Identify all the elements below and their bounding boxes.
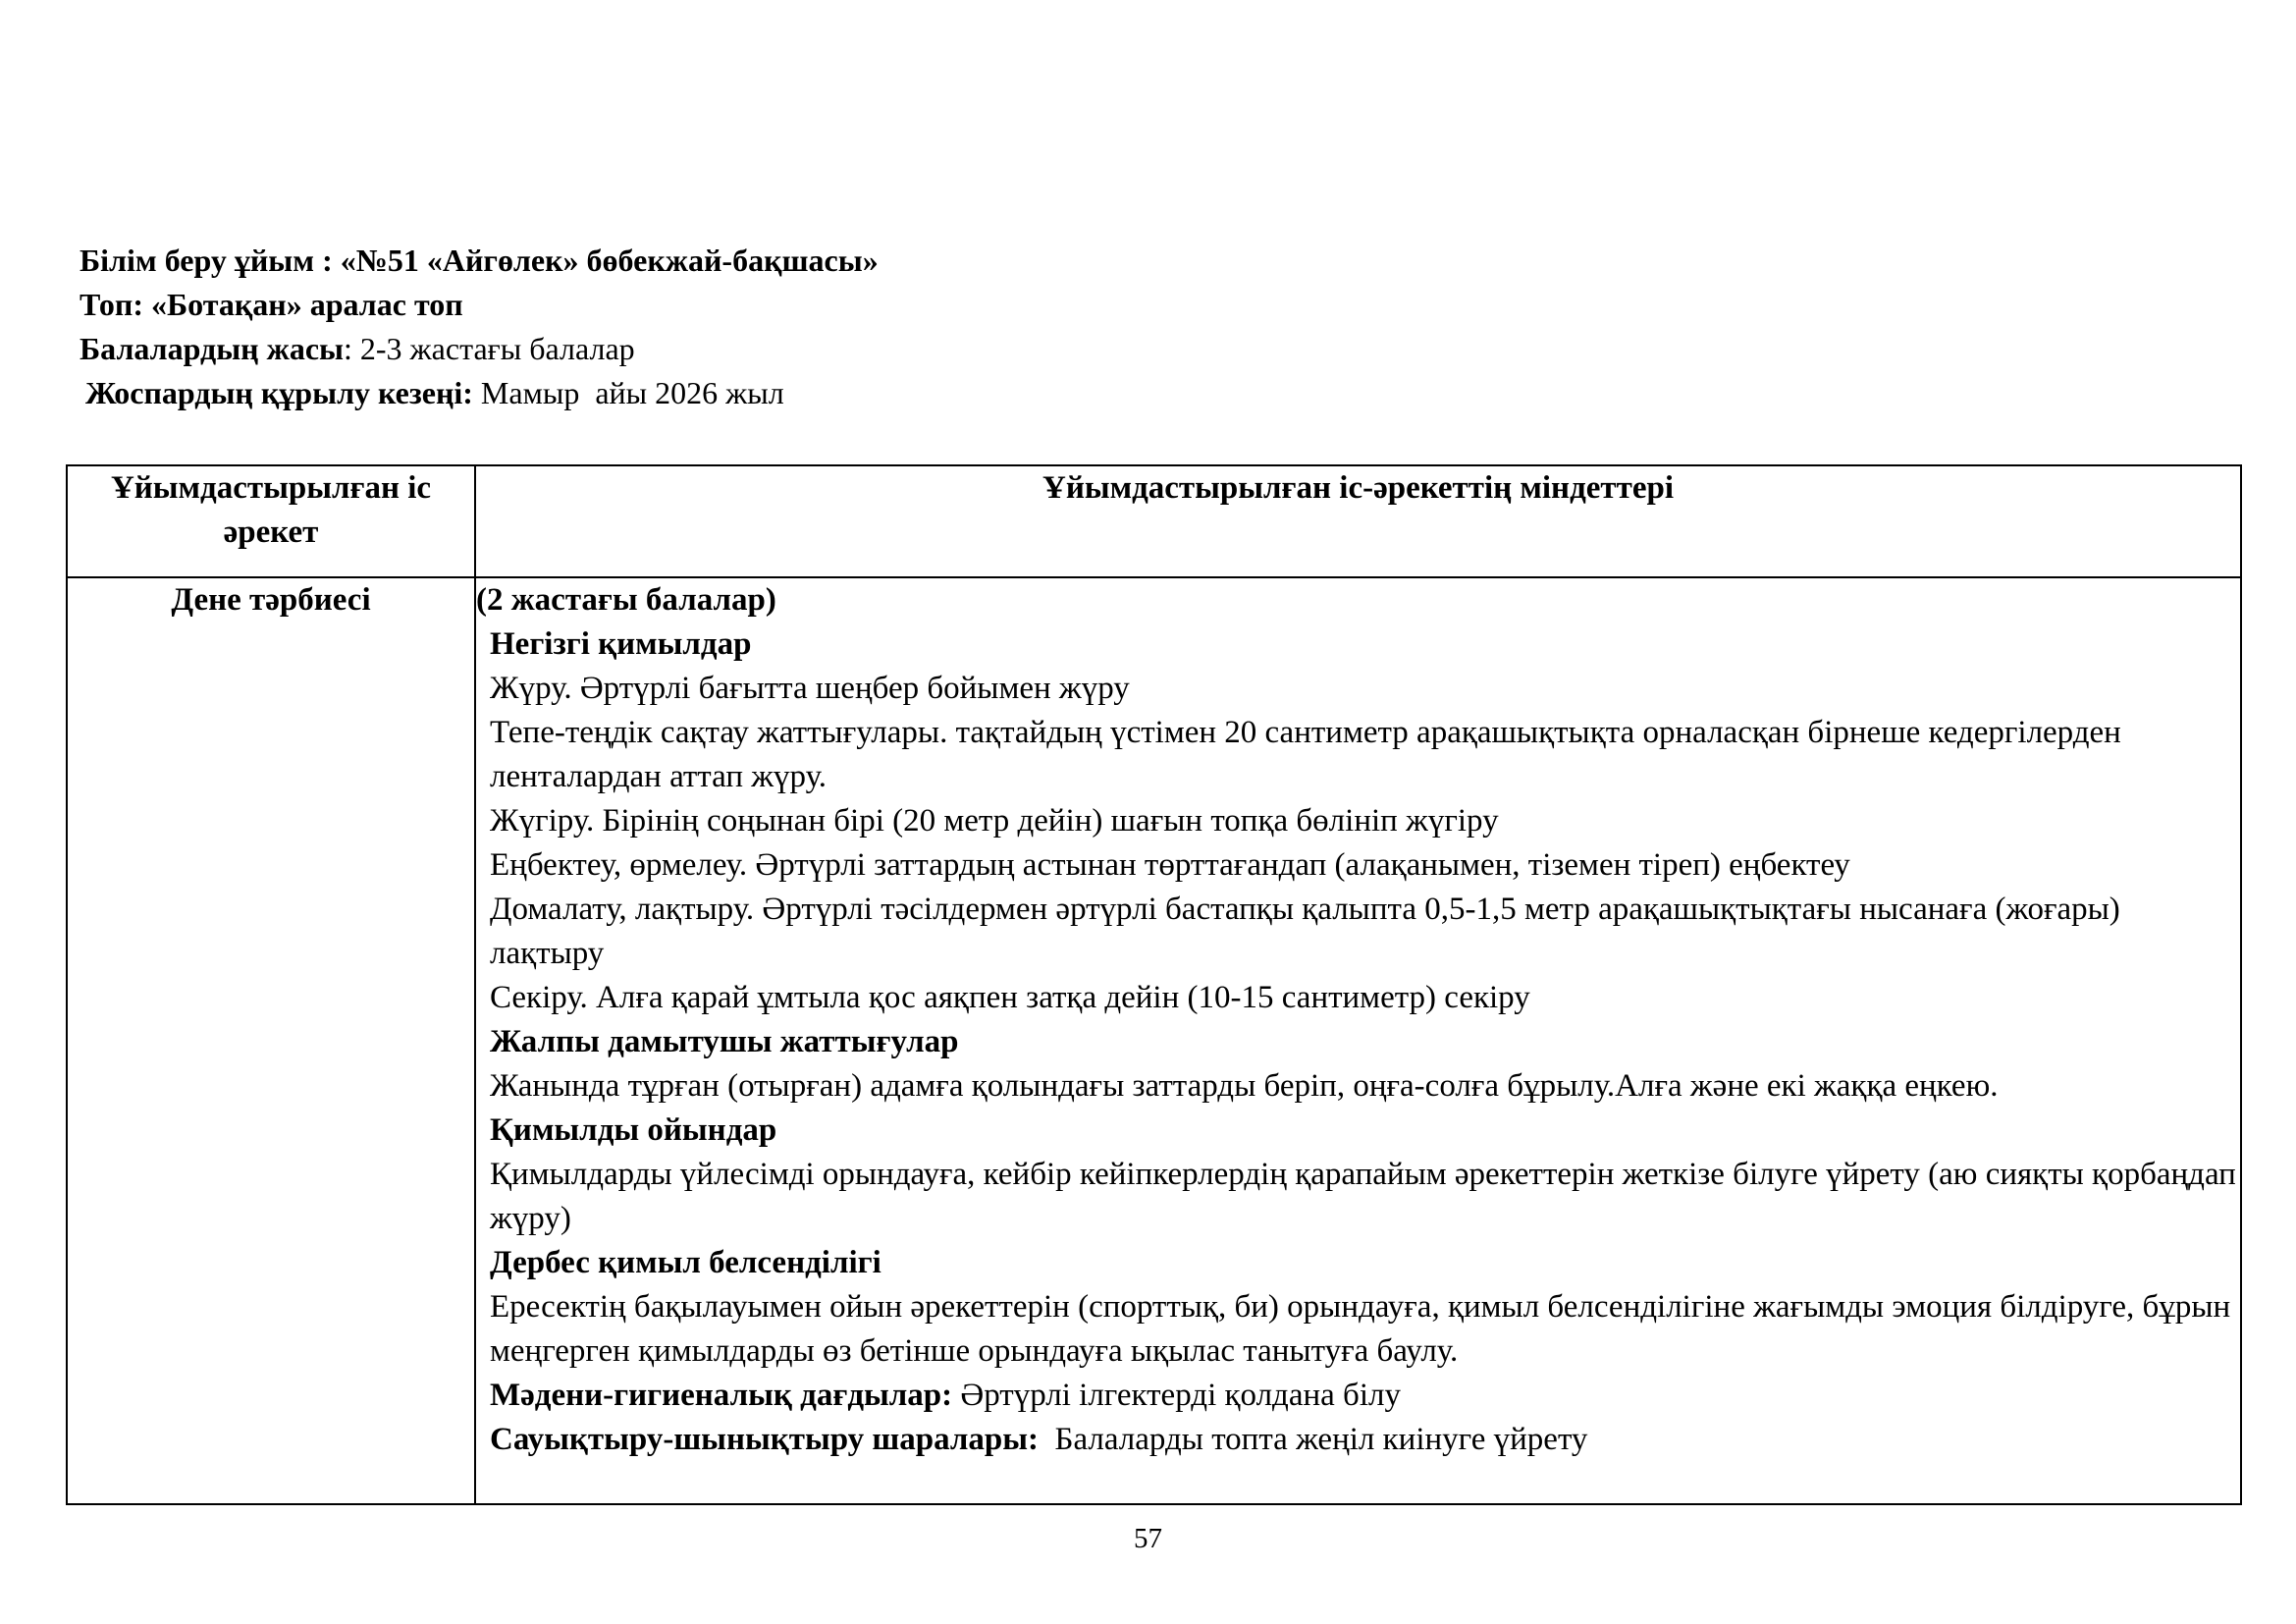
task-line: Жүгіру. Бірінің соңынан бірі (20 метр дейін) шағын топқа бөлініп жүгіру [490, 803, 1499, 839]
table-row [67, 577, 2241, 1504]
hygiene-text: Әртүрлі ілгектерді қолдана білу [952, 1378, 1401, 1413]
organization-label: Білім беру ұйым : [80, 243, 333, 278]
period-value: Мамыр айы 2026 жыл [472, 375, 784, 410]
activity-name-cell: Дене тәрбиесі [67, 577, 475, 1504]
section-title: Жалпы дамытушы жаттығулар [490, 1024, 959, 1059]
age-line [80, 327, 879, 371]
tasks-cell [475, 577, 2241, 1504]
section-independent-activity [490, 1241, 2240, 1374]
task-line: Жүру. Әртүрлі бағытта шеңбер бойымен жүру [490, 671, 1130, 706]
section-movement-games [490, 1109, 2240, 1241]
group-value: «Ботақан» аралас топ [143, 287, 463, 322]
task-line: Тепе-теңдік сақтау жаттығулары. тақтайдың үстімен 20 сантиметр арақашықтықта орналасқан бірнеше кедергілерден ленталардан аттап жүру. [490, 715, 2121, 794]
health-line [490, 1418, 2240, 1462]
organization-value: «№51 «Айгөлек» бөбекжай-бақшасы» [332, 243, 879, 278]
organization-line [80, 239, 879, 283]
table-header-row [67, 465, 2241, 577]
page-number: 57 [1134, 1523, 1162, 1554]
section-title: Қимылды ойындар [490, 1112, 777, 1148]
column-header-tasks: Ұйымдастырылған іс-әрекеттің міндеттері [475, 465, 2241, 577]
document-header [80, 239, 879, 415]
plan-table [66, 464, 2242, 1505]
section-title: Дербес қимыл белсенділігі [490, 1245, 881, 1280]
task-line: Домалату, лақтыру. Әртүрлі тәсілдермен әртүрлі бастапқы қалыпта 0,5-1,5 метр арақашықтықтағы нысанаға (жоғары) лақтыру [490, 892, 2120, 971]
task-line: Ересектің бақылауымен ойын әрекеттерін (спорттық, би) орындауға, қимыл белсенділігіне жағымды эмоция білдіруге, бұрын меңгерген қимылдарды өз бетінше орындауға ықылас танытуға баулу. [490, 1289, 2231, 1369]
section-general-exercises [490, 1020, 2240, 1109]
health-label: Сауықтыру-шынықтыру шаралары: [490, 1422, 1040, 1457]
group-line [80, 283, 879, 327]
age-value: : 2-3 жастағы балалар [344, 331, 635, 366]
hygiene-label: Мәдени-гигиеналық дағдылар: [490, 1378, 953, 1413]
task-line: Секіру. Алға қарай ұмтыла қос аяқпен затқа дейін (10-15 сантиметр) секіру [490, 980, 1530, 1015]
period-line [80, 371, 879, 415]
age-group-label: (2 жастағы балалар) [476, 582, 776, 618]
column-header-activity: Ұйымдастырылған іс әрекет [67, 465, 475, 577]
period-label: Жоспардың құрылу кезеңі: [85, 375, 473, 410]
section-title: Негізгі қимылдар [490, 626, 752, 662]
section-basic-movements [490, 623, 2240, 1020]
hygiene-line [490, 1374, 2240, 1418]
age-label: Балалардың жасы [80, 331, 344, 366]
health-text: Балаларды топта жеңіл киінуге үйрету [1039, 1422, 1588, 1457]
task-line: Еңбектеу, өрмелеу. Әртүрлі заттардың астынан төрттағандап (алақанымен, тіземен тіреп) еңбектеу [490, 847, 1850, 883]
task-line: Жанында тұрған (отырған) адамға қолындағы заттарды беріп, оңға-солға бұрылу.Алға және екі жаққа еңкею. [490, 1068, 1999, 1104]
task-line: Қимылдарды үйлесімді орындауға, кейбір кейіпкерлердің қарапайым әрекеттерін жеткізе білуге үйрету (аю сияқты қорбаңдап жүру) [490, 1157, 2236, 1236]
tasks-content [476, 623, 2240, 1462]
group-label: Топ: [80, 287, 143, 322]
